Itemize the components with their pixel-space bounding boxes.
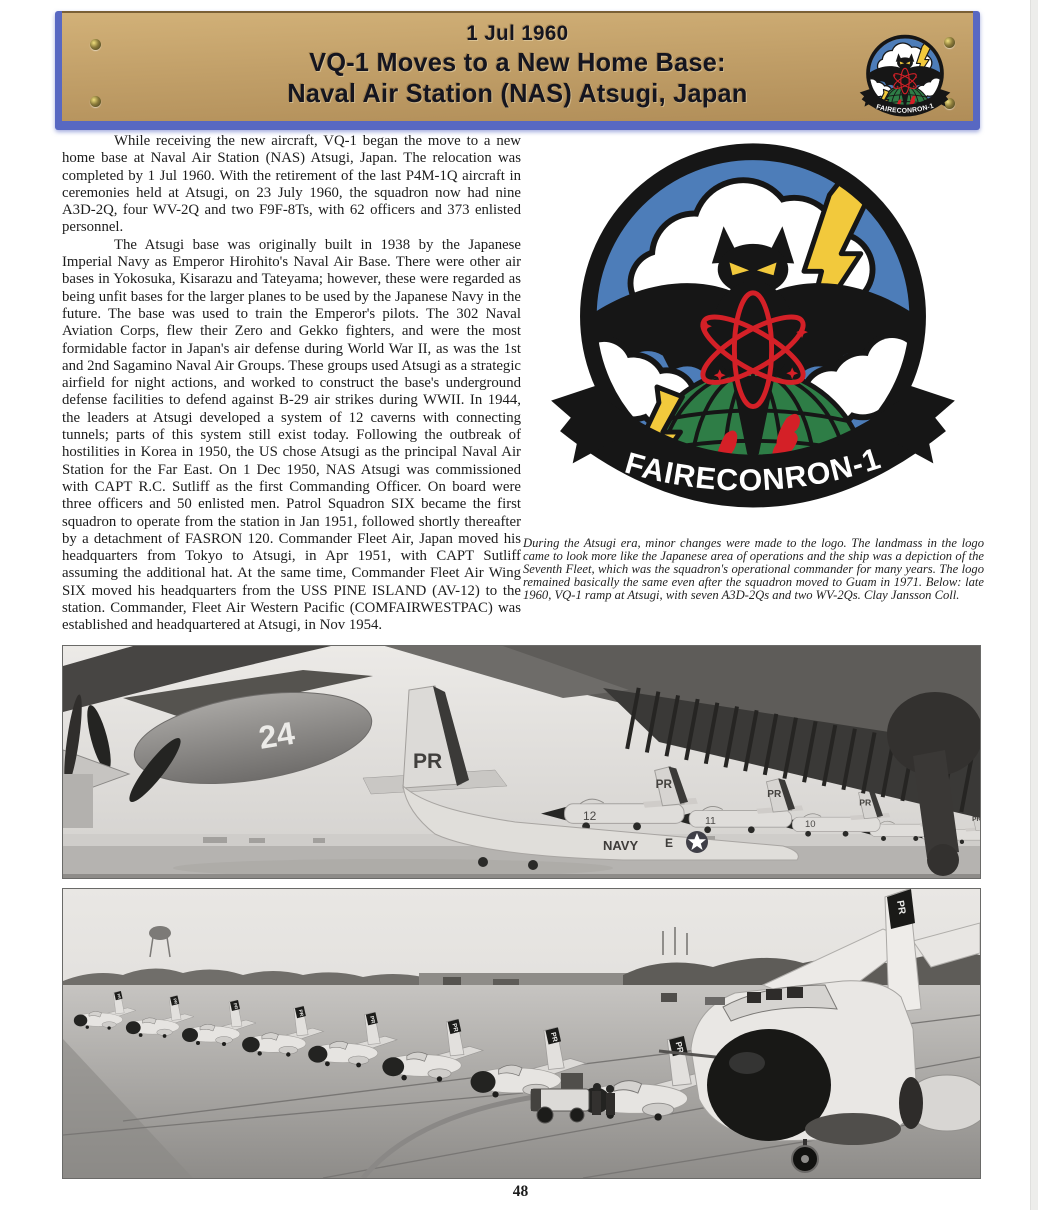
tail-code: PR: [413, 750, 443, 773]
header-title-line2: Naval Air Station (NAS) Atsugi, Japan: [287, 78, 748, 108]
e-marking: E: [665, 836, 674, 850]
page-edge: [1030, 0, 1038, 1210]
paragraph-2: The Atsugi base was originally built in 1938 by the Japanese Imperial Navy as Emperor Hirohito's Naval Air Base. There were other air bases in Yokosuka, Kisarazu and Tateyama; however, these were regarded as being unfit bases for the larger planes to be used by the Japanese Navy in the future. The base was used to train the Emperor's pilots. The 302 Naval Aviation Corps, flew their Zero and Gekko fighters, and were the most formidable factor in Japan's air defense during World War II, as was the 1st and 2nd Sagamino Naval Air Groups. These groups used Atsugi as a strategic airfield for night actions, and worked to construct the base's underground defense facilities to defend against B-29 air strikes during WWII. In 1944, the leaders at Atsugi developed a system of 12 caverns with connecting tunnels; parts of this system still exist today. Following the outbreak of hostilities in Korea in 1950, the US chose Atsugi as the principal Naval Air Station for the Far East. On 1 Dec 1950, NAS Atsugi was commissioned with CAPT R.C. Sutliff as the first Commanding Officer. On board were three officers and 50 enlisted men. Patrol Squadron SIX became the first squadron to operate from the station in Jan 1951, followed shortly thereafter by a detachment of FASRON 120. Commander Fleet Air, Japan moved his headquarters from Tokyo to Atsugi, in Apr 1951, with CAPT Sutliff assuming the additional hat. At the same time, Commander Fleet Air Wing SIX moved his headquarters from the USS PINE ISLAND (AV-12) to the station. Commander, Fleet Air Western Pacific (COMFAIRWESTPAC) was established and headquartered at Atsugi, in Nov 1954.: [62, 236, 521, 634]
squadron-patch-small: [853, 34, 957, 122]
photo-ramp-lineup: [62, 888, 981, 1179]
article-column: [62, 133, 521, 645]
header-plaque-frame: [55, 11, 980, 130]
tail-code: PR: [894, 899, 908, 916]
photo-flightline-under-wing: [62, 645, 981, 879]
nose-number: 10: [805, 819, 816, 830]
nose-number: 11: [705, 815, 716, 827]
fuselage-text: NAVY: [603, 838, 639, 853]
squadron-patch-large: [522, 140, 984, 532]
paragraph-1: While receiving the new aircraft, VQ-1 began the move to a new home base at Naval Air Station (NAS) Atsugi, Japan. The relocation was completed by 1 Jul 1960. With the retirement of the last P4M-1Q aircraft in ceremonies held at Atsugi, on 23 July 1960, the squadron now had nine A3D-2Q, four WV-2Q and two F9F-8Ts, with 62 officers and 373 enlisted personnel.: [62, 133, 521, 236]
header-date: 1 Jul 1960: [466, 22, 569, 45]
nose-number: 12: [583, 809, 597, 823]
page-number: 48: [512, 1183, 529, 1200]
patch-caption: During the Atsugi era, minor changes were made to the logo. The landmass in the logo came to look more like the Japanese area of operations and the ship was a depiction of the Seventh Fleet, which was the squadron's operational commander for many years. The logo remained basically the same even after the squadron moved to Guam in 1971. Below: late 1960, VQ-1 ramp at Atsugi, with seven A3D-2Qs and two WV-2Qs. Clay Jansson Coll.: [523, 536, 984, 602]
header-plaque: [62, 11, 973, 121]
header-title-block: [76, 21, 960, 109]
header-title-line1: VQ-1 Moves to a New Home Base:: [309, 47, 726, 77]
wingtank-number: 24: [256, 714, 298, 756]
